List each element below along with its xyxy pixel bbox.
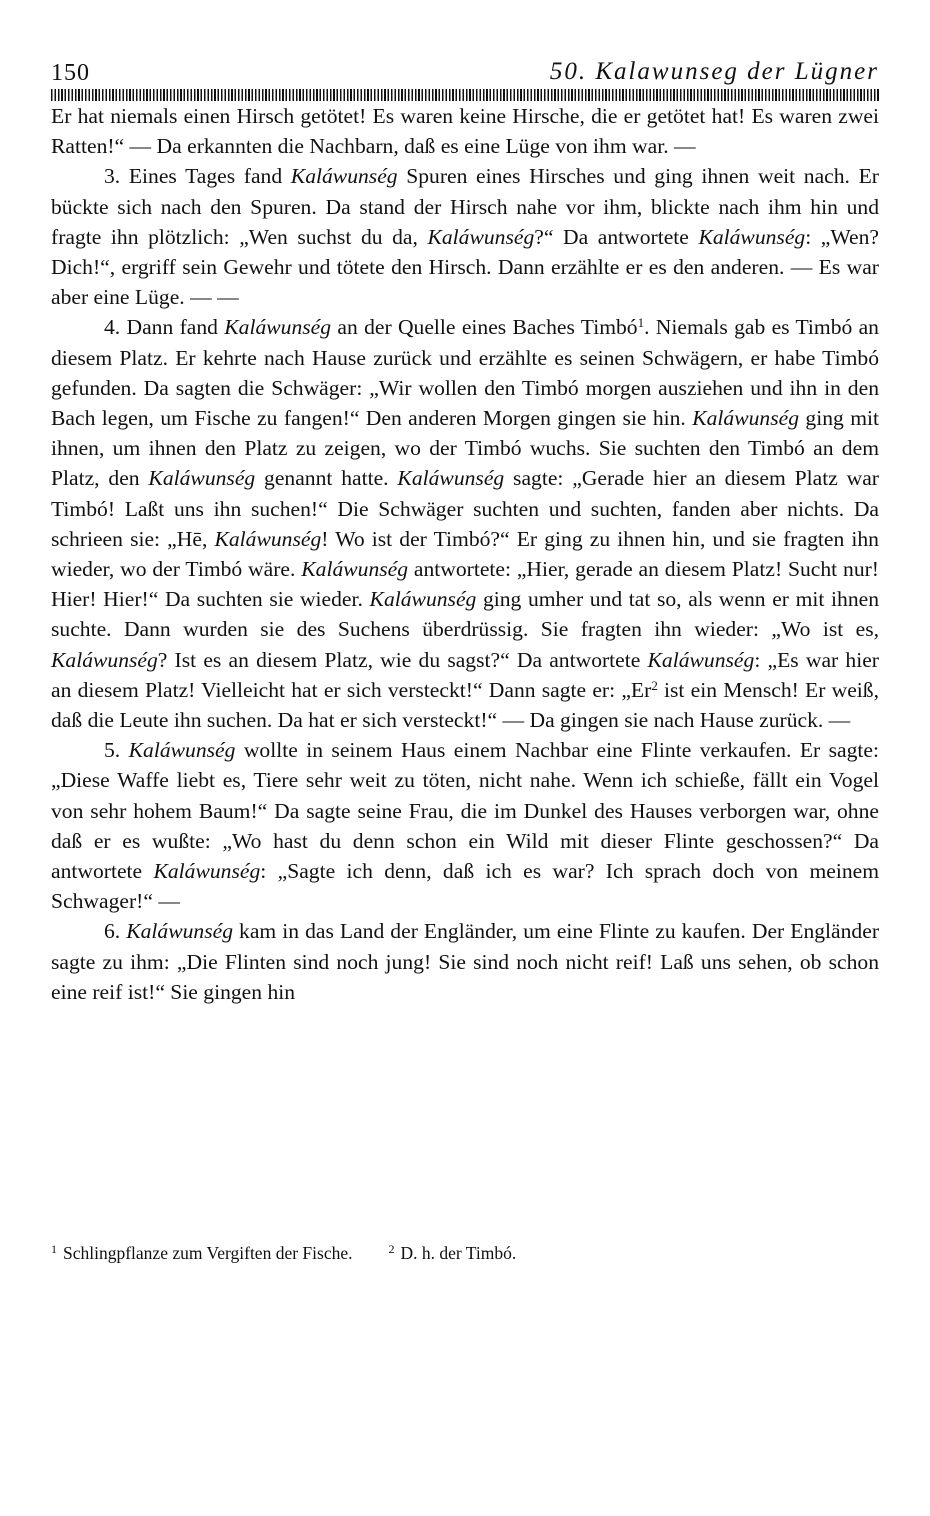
footnote-text: D. h. der Timbó. [400, 1243, 517, 1263]
name-kalawunseg: Kaláwunség [692, 406, 800, 431]
footnote-text: Schlingpflanze zum Vergiften der Fische. [63, 1243, 353, 1263]
text-run: sagte: „Gerade hier an diesem Platz war Timbó! Laßt uns ihn suchen!“ Die Schwäger suchten und suchten, fanden aber nichts. Da schrieen sie: „Hē, [51, 466, 879, 551]
header-rule [51, 89, 879, 101]
text-run: 6. [104, 919, 127, 944]
name-kalawunseg: Kaláwunség [224, 315, 332, 340]
footnote-1 [51, 1237, 353, 1265]
page-header [51, 56, 879, 86]
body-text [51, 101, 879, 1007]
paragraph-s6 [51, 916, 879, 1007]
text-run: : „Es war hier an diesem Platz! Vielleicht hat er sich versteckt!“ Dann sagte er: „Er [51, 647, 879, 702]
text-run: 3. Eines Tages fand [104, 164, 291, 189]
text-run: Spuren eines Hirsches und ging ihnen weit nach. Er bückte sich nach den Spuren. Da stand der Hirsch nahe vor ihm, blickte nach ihm hin und fragte ihn plötzlich: „Wen suchst du da, [51, 164, 879, 249]
paragraph-s4 [51, 312, 879, 735]
paragraph-p0 [51, 101, 879, 161]
text-run: kam in das Land der Engländer, um eine Flinte zu kaufen. Der Engländer sagte zu ihm: „Die Flinten sind noch jung! Sie sind noch nicht reif! Laß uns sehen, ob schon eine reif ist!“ Sie gingen hin [51, 919, 880, 1004]
paragraph-s3 [51, 161, 879, 312]
name-kalawunseg: Kaláwunség [214, 526, 322, 551]
footnote-reference: 1 [637, 315, 645, 331]
text-run: an der Quelle eines Baches Timbó [331, 315, 638, 340]
text-run: ? Ist es an diesem Platz, wie du sagst?“ Da antwortete [157, 647, 648, 672]
text-run: : „Sagte ich denn, daß ich es war? Ich sprach doch von meinem Schwager!“ — [51, 859, 880, 914]
footnote-2 [389, 1237, 517, 1265]
footnote-mark: 1 [51, 1242, 57, 1256]
text-run: 4. Dann fand [104, 315, 225, 340]
text-run: Er hat niemals einen Hirsch getötet! Es waren keine Hirsche, die er getötet hat! Es waren zwei Ratten!“ — Da erkannten die Nachbarn, daß es eine Lüge von ihm war. — [51, 104, 879, 159]
running-title: 50. Kalawunseg der Lügner [549, 58, 879, 85]
text-run: antwortete: „Hier, gerade an diesem Platz! Sucht nur! Hier! Hier!“ Da suchten sie wieder. [51, 557, 879, 612]
page-number: 150 [51, 60, 90, 86]
name-kalawunseg: Kaláwunség [647, 647, 755, 672]
name-kalawunseg: Kaláwunség [369, 587, 477, 612]
name-kalawunseg: Kaláwunség [290, 164, 398, 189]
name-kalawunseg: Kaláwunség [698, 224, 806, 249]
name-kalawunseg: Kaláwunség [51, 647, 158, 672]
text-run: : „Wen? Dich!“, ergriff sein Gewehr und tötete den Hirsch. Dann erzählte er es den anderen. — Es war aber eine Lüge. — — [51, 224, 879, 310]
text-run: ?“ Da antwortete [534, 224, 699, 249]
text-run: ging umher und tat so, als wenn er mit ihnen suchte. Dann wurden sie des Suchens überdrüssig. Sie fragten ihn wieder: „Wo ist es, [51, 587, 880, 642]
text-run: . Niemals gab es Timbó an diesem Platz. Er kehrte nach Hause zurück und erzählte es seinen Schwägern, er habe Timbó gefunden. Da sagten die Schwäger: „Wir wollen den Timbó morgen ausziehen und ihn in den Bach legen, um Fische zu fangen!“ Den anderen Morgen gingen sie hin. [51, 315, 879, 431]
footnotes [51, 1237, 879, 1265]
text-run: genannt hatte. [255, 466, 398, 491]
text-run: ist ein Mensch! Er weiß, daß die Leute ihn suchen. Da hat er sich versteckt!“ — Da gingen sie nach Hause zurück. — [51, 677, 879, 733]
footnote-mark: 2 [388, 1242, 395, 1256]
name-kalawunseg: Kaláwunség [128, 738, 236, 763]
name-kalawunseg: Kaláwunség [427, 224, 535, 249]
name-kalawunseg: Kaláwunség [397, 466, 505, 491]
text-run: wollte in seinem Haus einem Nachbar eine Flinte verkaufen. Er sagte: „Diese Waffe liebt es, Tiere sehr weit zu töten, nicht nahe. Wenn ich schieße, fällt ein Vogel von sehr hohem Baum!“ Da sagte seine Frau, die im Dunkel des Hauses verborgen war, ohne daß er es wußte: „Wo hast du denn schon ein Wild mit dieser Flinte geschossen?“ Da antwortete [51, 738, 880, 884]
name-kalawunseg: Kaláwunség [148, 466, 256, 491]
footnote-reference: 2 [651, 677, 658, 693]
paragraph-s5 [51, 735, 879, 916]
name-kalawunseg: Kaláwunség [126, 919, 234, 944]
text-run: ! Wo ist der Timbó?“ Er ging zu ihnen hin, und sie fragten ihn wieder, wo der Timbó wäre. [51, 526, 879, 582]
text-run: ging mit ihnen, um ihnen den Platz zu zeigen, wo der Timbó wuchs. Sie suchten den Timbó an dem Platz, den [51, 406, 879, 491]
name-kalawunseg: Kaláwunség [301, 557, 409, 582]
text-run: 5. [104, 738, 129, 763]
name-kalawunseg: Kaláwunség [153, 859, 261, 884]
